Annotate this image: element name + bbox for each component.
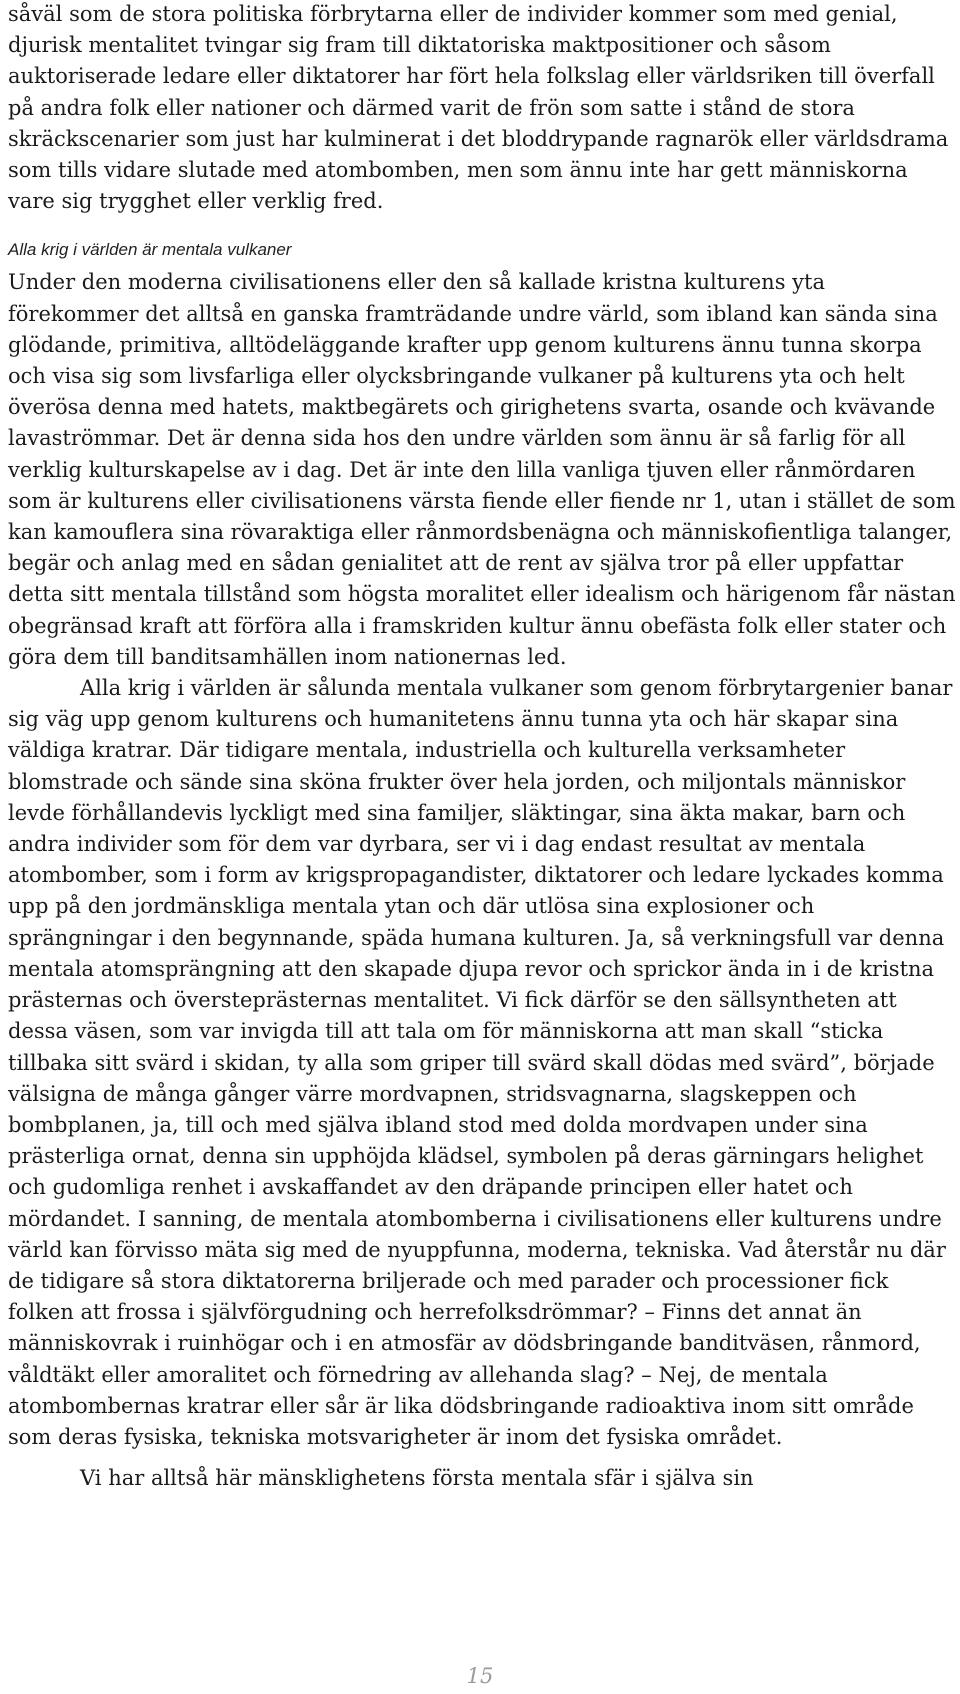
document-page — [8, 0, 958, 1494]
paragraph-final: Vi har alltså här mänsklighetens första mentala sfär i själva sin — [80, 1466, 754, 1491]
paragraph-mentala-vulkaner: Alla krig i världen är sålunda mentala vulkaner som genom förbrytargenier banar sig väg upp genom kulturens och humanitetens ännu tunna yta och här skapar sina väldiga kratrar. Där tidigare mentala, industriella och kulturella verksamheter blomstrade och sände sina sköna frukter över hela jorden, och miljontals människor levde förhållandevis lyckligt med sina familjer, släktingar, sina äkta makar, barn och andra individer som för dem var dyrbara, ser vi i dag endast resultat av mentala atombomber, som i form av krigspropagandister, diktatorer och ledare lyckades komma upp på den jordmänskliga mentala ytan och där utlösa sina explosioner och sprängningar i den begynnande, späda humana kulturen. Ja, så verkningsfull var denna mentala atomsprängning att den skapade djupa revor och sprickor ända in i de kristna prästernas och översteprästernas mentalitet. Vi fick därför se den sällsyntheten att dessa väsen, som var invigda till att tala om för människorna att man skall “sticka tillbaka sitt svärd i skidan, ty alla som griper till svärd skall dödas med svärd”, började välsigna de många gånger värre mordvapnen, stridsvagnarna, slagskeppen och bombplanen, ja, till och med själva ibland stod med dolda mordvapen under sina prästerliga ornat, denna sin upphöjda klädsel, symbolen på deras gärningars helighet och gudomliga renhet i avskaffandet av den dräpande principen eller hatet och mördandet. I sanning, de mentala atombomberna i civilisationens eller kulturens undre värld kan förvisso mäta sig med de nyuppfunna, moderna, tekniska. Vad återstår nu där de tidigare så stora diktatorerna briljerade och med parader och processioner fick folken att frossa i självförgudning och herrefolksdrömmar? – Finns det annat än människovrak i ruinhögar och i en atmosfär av dödsbringande banditväsen, rånmord, våldtäkt eller amoralitet och förnedring av allehanda slag? – Nej, de mentala atombombernas kratrar eller sår är lika dödsbringande radioaktiva inom sitt område som deras fysiska, tekniska motsvarigheter är inom det fysiska området. — [8, 676, 953, 1449]
paragraph-intro: såväl som de stora politiska förbrytarna eller de individer kommer som med genial, djurisk mentalitet tvingar sig fram till diktatoriska maktpositioner och såsom auktoriserade ledare eller diktatorer har fört hela folkslag eller världsriken till överfall på andra folk eller nationer och därmed varit de frön som satte i stånd de stora skräckscenarier som just har kulminerat i det bloddrypande ragnarök eller världsdrama som tills vidare slutade med atombomben, men som ännu inte har gett människorna vare sig trygghet eller verklig fred. — [8, 2, 949, 214]
page-number: 15 — [466, 1664, 494, 1688]
section-heading: Alla krig i världen är mentala vulkaner — [8, 240, 292, 260]
paragraph-under-den-moderna: Under den moderna civilisationens eller den så kallade kristna kulturens yta förekommer det alltså en ganska framträdande undre värld, som ibland kan sända sina glödande, primitiva, alltödeläggande krafter upp genom kulturens ännu tunna skorpa och visa sig som livsfarliga eller olycksbringande vulkaner på kulturens yta och helt överösa denna med hatets, maktbegärets och girighetens svarta, osande och kvävande lavaströmmar. Det är denna sida hos den undre världen som ännu är så farlig för all verklig kulturskapelse av i dag. Det är inte den lilla vanliga tjuven eller rånmördaren som är kulturens eller civilisationens värsta fiende eller fiende nr 1, utan i stället de som kan kamouflera sina rövaraktiga eller rånmordsbenägna och människofientliga talanger, begär och anlag med en sådan genialitet att de rent av själva tror på eller uppfattar detta sitt mentala tillstånd som högsta moralitet eller idealism och härigenom får nästan obegränsad kraft att förföra alla i framskriden kultur ännu obefästa folk eller stater och göra dem till banditsamhällen inom nationernas led. — [8, 270, 956, 669]
